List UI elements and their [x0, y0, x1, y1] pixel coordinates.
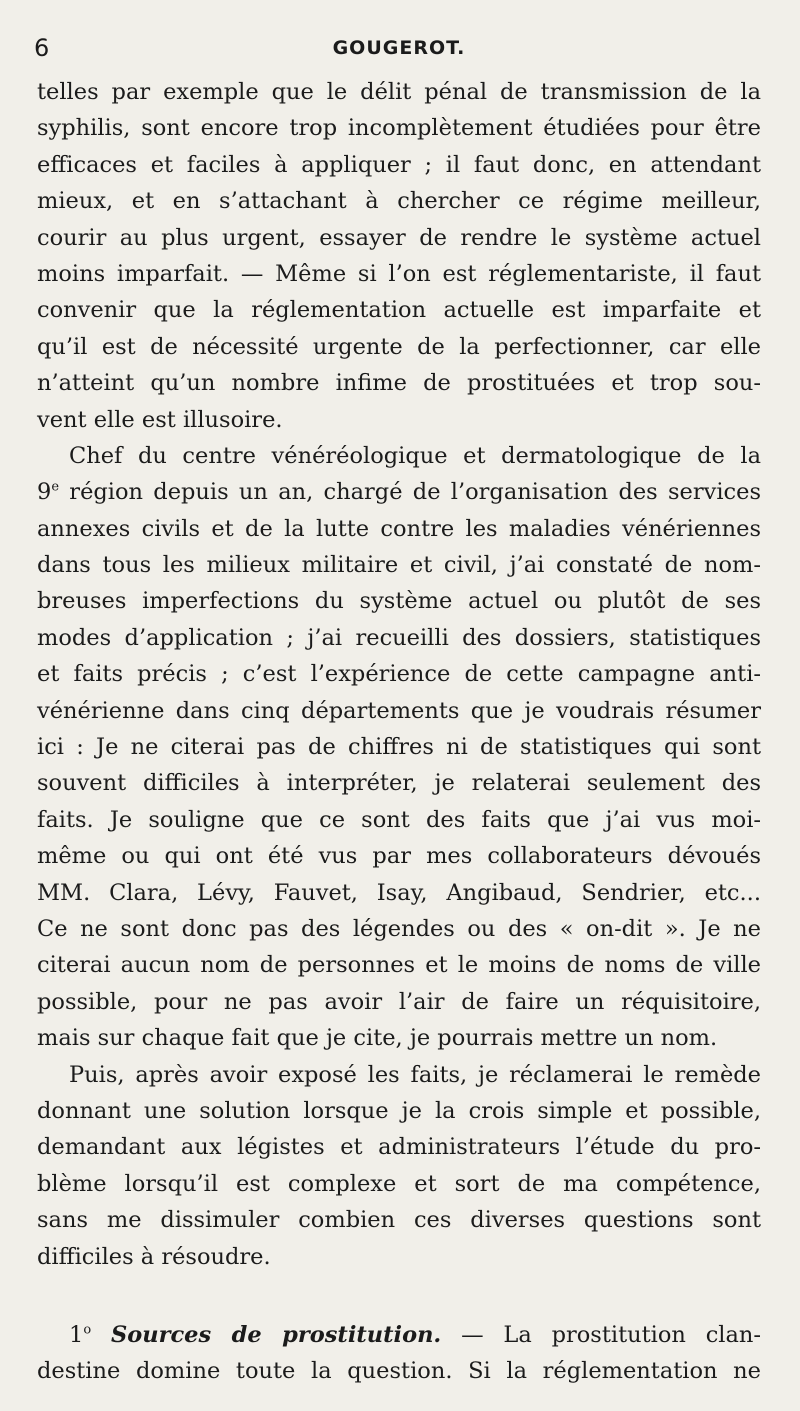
text-line: citerai aucun nom de personnes et le moins de noms de ville: [37, 952, 761, 979]
text-line: courir au plus urgent, essayer de rendre le système actuel: [37, 224, 761, 251]
text-line: efficaces et faciles à appliquer ; il faut donc, en attendant: [37, 151, 761, 178]
page-number: 6: [34, 34, 50, 62]
region-number: 9: [37, 479, 52, 506]
paragraph: [37, 1317, 761, 1390]
line-text: — La prostitution clan-: [441, 1321, 761, 1348]
line-text: région depuis un an, chargé de l’organisation des services: [59, 479, 761, 506]
text-line: annexes civils et de la lutte contre les maladies vénériennes: [37, 515, 761, 542]
text-line: MM. Clara, Lévy, Fauvet, Isay, Angibaud, Sendrier, etc...: [37, 879, 761, 906]
text-line: mais sur chaque fait que je cite, je pourrais mettre un nom.: [37, 1025, 718, 1052]
text-line: Puis, après avoir exposé les faits, je réclamerai le remède: [69, 1061, 761, 1088]
running-head: GOUGEROT.: [332, 37, 466, 59]
text-line: possible, pour ne pas avoir l’air de faire un réquisitoire,: [37, 988, 761, 1015]
text-line: qu’il est de nécessité urgente de la perfectionner, car elle: [37, 333, 761, 360]
text-line: modes d’application ; j’ai recueilli des dossiers, statistiques: [37, 624, 761, 651]
text-line: convenir que la réglementation actuelle est imparfaite et: [37, 297, 761, 324]
text-line: difficiles à résoudre.: [37, 1243, 271, 1270]
text-line: moins imparfait. — Même si l’on est réglementariste, il faut: [37, 260, 761, 287]
page-header: [34, 34, 764, 62]
text-line: blème lorsqu’il est complexe et sort de ma compétence,: [37, 1170, 761, 1197]
section-title: Sources de prostitution.: [110, 1321, 442, 1348]
section-number: 1: [69, 1321, 84, 1348]
text-line: donnant une solution lorsque je la crois simple et possible,: [37, 1097, 761, 1124]
body-text: [37, 74, 761, 1390]
text-line: vénérienne dans cinq départements que je voudrais résumer: [37, 697, 761, 724]
text-line: syphilis, sont encore trop incomplètement étudiées pour être: [37, 115, 761, 142]
paragraph: [37, 1057, 761, 1275]
ordinal-suffix: e: [51, 479, 60, 495]
text-line: et faits précis ; c’est l’expérience de cette campagne anti-: [37, 661, 761, 688]
text-line: souvent difficiles à interpréter, je relaterai seulement des: [37, 770, 761, 797]
paragraph: [37, 74, 761, 438]
paragraph: [37, 438, 761, 1057]
text-line: faits. Je souligne que ce sont des faits que j’ai vus moi-: [37, 806, 761, 833]
text-line: mieux, et en s’attachant à chercher ce régime meilleur,: [37, 188, 761, 215]
text-line: [37, 474, 761, 510]
text-line: Ce ne sont donc pas des légendes ou des « on-dit ». Je ne: [37, 915, 761, 942]
text-line: destine domine toute la question. Si la réglementation ne: [37, 1358, 761, 1385]
text-line: Chef du centre vénéréologique et dermatologique de la: [69, 442, 761, 469]
text-line: telles par exemple que le délit pénal de transmission de la: [37, 79, 761, 105]
text-line: ici : Je ne citerai pas de chiffres ni de statistiques qui sont: [37, 734, 761, 761]
section-spacer: [37, 1275, 761, 1317]
text-line: breuses imperfections du système actuel ou plutôt de ses: [37, 588, 761, 615]
section-heading-line: [37, 1317, 761, 1353]
text-line: dans tous les milieux militaire et civil, j’ai constaté de nom-: [37, 552, 761, 579]
text-line: même ou qui ont été vus par mes collaborateurs dévoués: [37, 843, 761, 870]
section-number-suffix: o: [83, 1322, 92, 1338]
text-line: n’atteint qu’un nombre infime de prostituées et trop sou-: [37, 370, 761, 397]
text-line: sans me dissimuler combien ces diverses questions sont: [37, 1207, 761, 1234]
text-line: demandant aux légistes et administrateurs l’étude du pro-: [37, 1134, 761, 1161]
text-line: vent elle est illusoire.: [37, 406, 283, 433]
